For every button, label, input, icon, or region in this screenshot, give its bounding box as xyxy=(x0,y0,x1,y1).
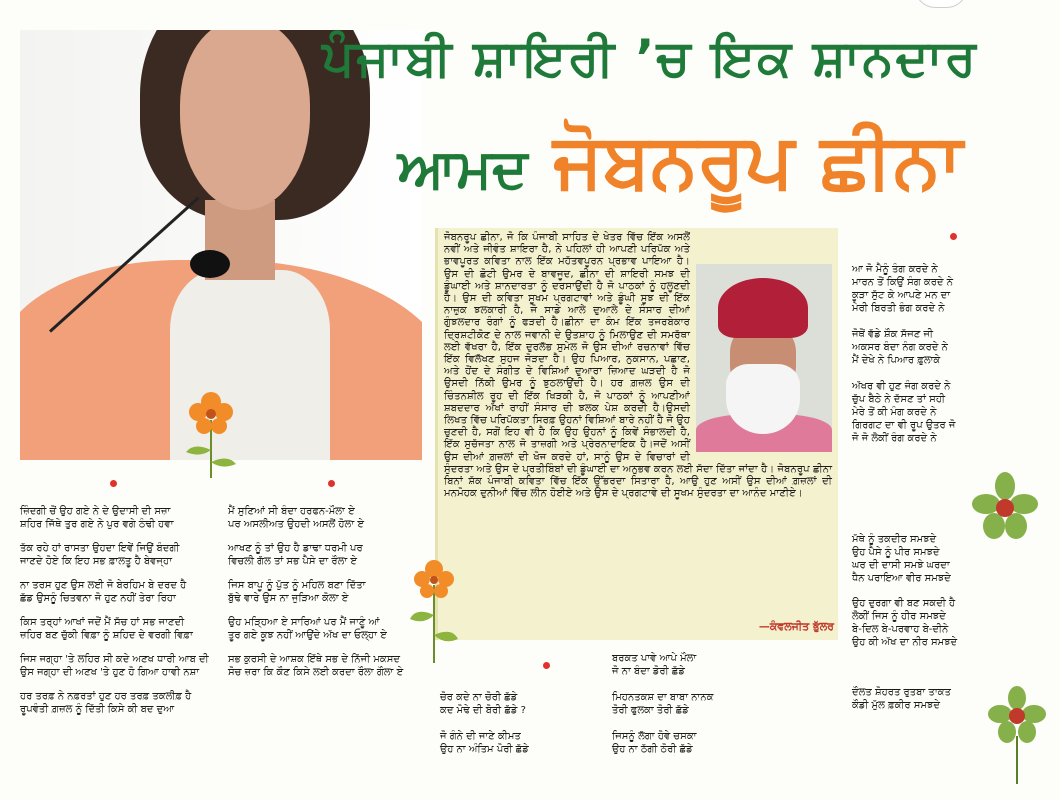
poem-stanza xyxy=(440,730,529,756)
poem-line: ਅੱਖਰ ਵੀ ਹੁਣ ਜੰਗ ਕਰਦੇ ਨੇ xyxy=(852,381,951,392)
poem-line: ਸ਼ਹਿਰ ਜਿੱਥੇ ਤੁਰ ਗਏ ਨੇ ਪੁਰ ਵਗੇ ਠੰਢੀ ਹਵਾ xyxy=(20,519,174,530)
poem-line: ਲੋਕੀਂ ਜਿਸ ਨੂੰ ਹੀਰ ਸਮਝਦੇ xyxy=(852,611,946,622)
poem-stanza xyxy=(852,533,957,585)
poem-line: ਕੌਡੀ ਮੁੱਲ ਫ਼ਕੀਰ ਸਮਝਦੇ xyxy=(852,700,940,711)
poem-line: ਜਿਸਨੂੰ ਲੱਗਾ ਹੋਵੇ ਚਸਕਾ xyxy=(612,731,697,742)
poem-line: ਛੱਡ ਉਸਨੂੰ ਚਿਤਵਨਾ ਜੋ ਹੁਣ ਨਹੀਂ ਤੇਰਾ ਰਿਹਾ xyxy=(20,593,176,604)
ornament-dot xyxy=(543,662,550,669)
poem-line: ਰੂਪਵੰਤੀ ਗ਼ਜ਼ਲ ਨੂੰ ਦਿੱਤੀ ਕਿਸੇ ਕੀ ਬਦ ਦੁਆ xyxy=(20,704,175,715)
poem-line: ਜੋ ਜੋ ਲੋਕੀਂ ਰੰਗ ਕਰਦੇ ਨੇ xyxy=(852,433,937,444)
poem-line: ਦੌਲਤ ਸ਼ੋਹਰਤ ਰੁਤਬਾ ਤਾਕਤ xyxy=(852,687,951,698)
poem-line: ਵਿਚਲੀ ਗੱਲ ਤਾਂ ਸਭ ਪੈਸੇ ਦਾ ਰੌਲਾ ਏ xyxy=(228,556,358,567)
poem-stanza xyxy=(20,542,209,568)
poem-stanza xyxy=(20,653,209,679)
poem-line: ਉਹ ਦੁਰਗਾ ਵੀ ਬਣ ਸਕਦੀ ਹੈ xyxy=(852,598,956,609)
poem-line: ਉਹ ਪੈਸੇ ਨੂੰ ਪੀਰ ਸਮਝਦੇ xyxy=(852,547,940,558)
poem-line: ਚੁੱਪ ਬੈਠੇ ਨੇ ਦੱਸਣ ਤਾਂ ਸਹੀ xyxy=(852,394,945,405)
poem-ghazal-5 xyxy=(852,263,955,458)
poem-ghazal-7 xyxy=(852,686,951,723)
poem-line: ਜਿਸ ਜਗ੍ਹਾ 'ਤੇ ਲਹਿਰ ਸੀ ਕਦੇ ਅਣਖ ਧਾਰੀ ਆਬ ਦੀ xyxy=(20,654,209,665)
author-photo xyxy=(696,264,832,452)
poem-line: ਮੇਰੇ ਤੋਂ ਕੀ ਮੰਗ ਕਰਦੇ ਨੇ xyxy=(852,407,937,418)
poem-line: ਉਹ ਮੜ੍ਹਿਆ ਏ ਸਾਰਿਆਂ ਪਰ ਮੈਂ ਜਾਣੂੰ ਆਂ xyxy=(228,617,380,628)
poem-line: ਤੂਰ ਗਏ ਕੂਝ ਨਹੀਂ ਆਉਂਦੇ ਅੱਖ ਦਾ ਓਲ੍ਹਾ ਏ xyxy=(228,630,387,641)
flower-green-icon xyxy=(966,470,1044,550)
poem-line: ਕਿਸ ਤਰ੍ਹਾਂ ਆਖਾਂ ਜਦੋਂ ਮੈਂ ਸੱਚ ਹਾਂ ਸਭ ਜਾਣਦੀ xyxy=(20,617,185,628)
poem-line: ਬੇ-ਦਿਲ ਬੇ-ਪਰਵਾਹ ਬੇ-ਦੀਨੇ xyxy=(852,624,949,635)
poem-line: ਮੇਰੀ ਬਿਰਤੀ ਭੰਗ ਕਰਦੇ ਨੇ xyxy=(852,303,945,314)
poem-ghazal-2 xyxy=(228,505,403,690)
article-box xyxy=(435,228,838,640)
poem-line: ਕੂੜਾ ਸੁੱਟ ਕੇ ਆਪਣੇ ਮਨ ਦਾ xyxy=(852,290,951,301)
poem-line: ਆ ਜੋ ਮੈਨੂੰ ਤੰਗ ਕਰਦੇ ਨੇ xyxy=(852,264,938,275)
poem-line: ਜਿਸ ਬਾਪੂ ਨੂੰ ਪੁੱਤ ਨੂੰ ਮਹਿਲ ਬਣਾ ਦਿੱਤਾ xyxy=(228,580,366,591)
poem-stanza xyxy=(20,505,209,531)
byline: —ਕੰਵਲਜੀਤ ਭੁੱਲਰ xyxy=(758,620,834,633)
poem-stanza xyxy=(228,653,403,679)
poem-line: ਧੈਨ ਪਰਾਇਆ ਵੀਰ ਸਮਝਦੇ xyxy=(852,573,951,584)
poem-line: ਜੋ ਗੰਨੇ ਦੀ ਜਾਣੇ ਕੀਮਤ xyxy=(440,731,521,742)
poem-line: ਬਰਕਤ ਪਾਵੇ ਆਪੇ ਮੌਲਾ xyxy=(612,653,697,664)
ornament-dot xyxy=(328,480,335,487)
poem-stanza xyxy=(228,542,403,568)
poem-stanza xyxy=(852,263,955,315)
headline xyxy=(300,26,1060,205)
poem-line: ਪਰ ਅਸਲੀਅਤ ਉਹਦੀ ਅਸਲੋਂ ਹੋਲਾ ਏ xyxy=(228,519,365,530)
flower-green-icon xyxy=(984,686,1050,786)
poem-stanza xyxy=(612,691,713,717)
poem-stanza xyxy=(852,686,951,712)
poem-stanza xyxy=(852,380,955,445)
poem-line: ਕਦ ਮੋਢੇ ਦੀ ਬੋਰੀ ਛੱਡੇ ? xyxy=(440,705,526,716)
poem-line: ਸੋਚ ਜ਼ਰਾ ਕਿ ਕੌਣ ਕਿਸੇ ਲਈ ਕਰਦਾ ਰੌਲਾ ਗੌਲਾ ਏ xyxy=(228,667,404,678)
poem-line: ਨਾ ਤਰਸ ਹੁਣ ਉਸ ਲਈ ਜੋ ਬੇਰਹਿਮ ਬੇ ਦਰਦ ਹੈ xyxy=(20,580,187,591)
poem-line: ਮਾਰਨ ਤੋਂ ਕਿਉਂ ਸੰਗ ਕਰਦੇ ਨੇ xyxy=(852,277,953,288)
poem-line: ਮੱਥੇ ਨੂੰ ਤਕਦੀਰ ਸਮਝਦੇ xyxy=(852,534,937,545)
poem-line: ਤੋਰੀ ਫੁਲਕਾ ਤੋਰੀ ਛੱਡੇ xyxy=(612,705,689,716)
poem-line: ਮੈਂ ਦੇਖੇ ਨੇ ਪਿਆਰ ਫ਼ੁਲਾਕੇ xyxy=(852,355,941,366)
poem-line: ਉਸ ਜਗ੍ਹਾ ਦੀ ਅਣਖ 'ਤੇ ਹੁਣ ਹੋ ਗਿਆ ਹਾਵੀ ਨਸ਼ਾ xyxy=(20,667,200,678)
poem-line: ਜਾਣਦੇ ਹੋਏ ਕਿ ਇਹ ਸਭ ਫ਼ਾਲਤੂ ਹੈ ਬੇਵਜ੍ਹਾ xyxy=(20,556,172,567)
poem-line: ਜੋਥੋਂ ਵੱਡੇ ਸ਼ੌਕ ਸੱਜਣ ਜੀ xyxy=(852,329,934,340)
poem-stanza xyxy=(20,690,209,716)
poem-ghazal-4 xyxy=(612,652,713,769)
article-body: ਜੋਬਨਰੂਪ ਛੀਨਾ, ਜੋ ਕਿ ਪੰਜਾਬੀ ਸਾਹਿਤ ਦੇ ਖੇਤਰ ਵਿੱਚ ਇੱਕ ਅਸਲੋਂ ਨਵੀਂ ਅਤੇ ਜੀਵੰਤ ਸ਼ਾਇਰਾ ਹੈ, ਨੇ ਪਹਿਲਾਂ ਹੀ ਆਪਣੀ ਪਰਿਪੱਕ ਅਤੇ ਭਾਵਪੂਰਤ ਕਵਿਤਾ ਨਾਲ ਇੱਕ ਮਹੱਤਵਪੂਰਨ ਪ੍ਰਭਾਵ ਪਾਇਆ ਹੈ। ਉਸ ਦੀ ਛੋਟੀ ਉਮਰ ਦੇ ਬਾਵਜੂਦ, ਛੀਨਾ ਦੀ ਸ਼ਾਇਰੀ ਸਮਝ ਦੀ ਡੂੰਘਾਈ ਅਤੇ ਸ਼ਾਨਦਾਰਤਾ ਨੂੰ ਦਰਸਾਉਂਦੀ ਹੈ ਜੋ ਪਾਠਕਾਂ ਨੂੰ ਹਲੂਣਦੀ ਹੈ। ਉਸ ਦੀ ਕਵਿਤਾ ਸੂਖਮ ਪ੍ਰਗਟਾਵਾਂ ਅਤੇ ਡੂੰਘੀ ਸੂਝ ਦੀ ਇੱਕ ਨਾਜ਼ੁਕ ਝਲਕਾਰੀ ਹੈ, ਜੋ ਸਾਡੇ ਆਲੇ ਦੁਆਲੇ ਦੇ ਸੰਸਾਰ ਦੀਆਂ ਗੁੰਝਲਦਾਰ ਰੰਗਾਂ ਨੂੰ ਫੜਦੀ ਹੈ।ਛੀਨਾ ਦਾ ਕੰਮ ਇੱਕ ਤਜਰਬੇਕਾਰ ਦ੍ਰਿਸ਼ਟੀਕੋਣ ਦੇ ਨਾਲ ਜਵਾਨੀ ਦੇ ਉਤਸ਼ਾਹ ਨੂੰ ਮਿਲਾਉਣ ਦੀ ਸਮਰੱਥਾ ਲਈ ਵੱਖਰਾ ਹੈ, ਇੱਕ ਦੁਰਲੱਭ ਸੁਮੇਲ ਜੋ ਉਸ ਦੀਆਂ ਰਚਨਾਵਾਂ ਵਿੱਚ ਇੱਕ ਵਿਲੱਖਣ ਸੁਹਜ ਜੋੜਦਾ ਹੈ। ਉਹ ਪਿਆਰ, ਨੁਕਸਾਨ, ਪਛਾਣ, ਅਤੇ ਹੋਂਦ ਦੇ ਸੰਗੀਤ ਦੇ ਵਿਸ਼ਿਆਂ ਦੁਆਰਾ ਜ਼ਿਆਦ ਘੜਦੀ ਹੈ ਜੋ ਉਸਦੀ ਨਿੱਕੀ ਉਮਰ ਨੂੰ ਝੁਠਲਾਉਂਦੀ ਹੈ। ਹਰ ਗ਼ਜ਼ਲ ਉਸ ਦੀ ਚਿੰਤਨਸ਼ੀਲ ਰੂਹ ਦੀ ਇੱਕ ਖਿੜਕੀ ਹੈ, ਜੋ ਪਾਠਕਾਂ ਨੂੰ ਆਪਣੀਆਂ ਸ਼ਬਦਦਾਰ ਅੱਖਾਂ ਰਾਹੀਂ ਸੰਸਾਰ ਦੀ ਝਲਕ ਪੇਸ਼ ਕਰਦੀ ਹੈ।ਉਸਦੀ ਲਿਖਤ ਵਿੱਚ ਪਰਿਪੱਕਤਾ ਸਿਰਫ਼ ਉਹਨਾਂ ਵਿਸ਼ਿਆਂ ਬਾਰੇ ਨਹੀਂ ਹੈ ਜੋ ਉਹ ਚੁਣਦੀ ਹੈ, ਸਗੋਂ ਇਹ ਵੀ ਹੈ ਕਿ ਉਹ ਉਹਨਾਂ ਨੂੰ ਕਿਵੇਂ ਸੰਭਾਲਦੀ ਹੈ, ਇੱਕ ਸੁਚੱਜਤਾ ਨਾਲ ਜੋ ਤਾਜ਼ਗੀ ਅਤੇ ਪ੍ਰੇਰਨਾਦਾਇਕ ਹੈ।ਜਦੋਂ ਅਸੀਂ ਉਸ ਦੀਆਂ ਗ਼ਜ਼ਲਾਂ ਦੀ ਖੋਜ ਕਰਦੇ ਹਾਂ, ਸਾਨੂੰ ਉਸ ਦੇ ਵਿਚਾਰਾਂ ਦੀ ਸੁੰਦਰਤਾ ਅਤੇ ਉਸ ਦੇ ਪ੍ਰਤੀਬਿੰਬਾਂ ਦੀ ਡੂੰਘਾਈ ਦਾ ਅਨੁਭਵ ਕਰਨ ਲਈ ਸੱਦਾ ਦਿੱਤਾ ਜਾਂਦਾ ਹੈ। ਜੋਬਨਰੂਪ ਛੀਨਾ ਬਿਨਾਂ ਸ਼ੱਕ ਪੰਜਾਬੀ ਕਵਿਤਾ ਵਿੱਚ ਇੱਕ ਉੱਭਰਦਾ ਸਿਤਾਰਾ ਹੈ, ਆਉ ਹੁਣ ਅਸੀਂ ਉਸ ਦੀਆਂ ਗ਼ਜ਼ਲਾਂ ਦੀ ਮਨਮੋਹਕ ਦੁਨੀਆਂ ਵਿੱਚ ਲੀਨ ਹੋਈਏ ਅਤੇ ਉਸ ਦੇ ਪ੍ਰਗਟਾਵੇ ਦੀ ਸੂਖਮ ਸੁੰਦਰਤਾ ਦਾ ਆਨੰਦ ਮਾਣੀਏ। xyxy=(444,232,832,500)
poem-stanza xyxy=(612,652,713,678)
poem-line: ਘਰ ਦੀ ਦਾਸੀ ਸਮਝੇ ਘਰਦਾ xyxy=(852,560,950,571)
poem-stanza xyxy=(20,579,209,605)
poem-stanza xyxy=(852,597,957,649)
flower-orange-icon xyxy=(176,380,246,480)
poem-line: ਮੈਂ ਸੁਣਿਆਂ ਸੀ ਬੰਦਾ ਹਰਫਨ-ਮੌਲਾ ਏ xyxy=(228,506,355,517)
headline-line1: ਪੰਜਾਬੀ ਸ਼ਾਇਰੀ ’ਚ ਇਕ ਸ਼ਾਨਦਾਰ xyxy=(322,29,978,87)
poem-stanza xyxy=(20,616,209,642)
poem-line: ਤੱਕ ਰਹੇ ਹਾਂ ਰਾਸਤਾ ਉਹਦਾ ਇਵੇਂ ਜਿਉਂ ਬੰਦਗੀ xyxy=(20,543,180,554)
poem-line: ਜੋ ਨਾ ਬੰਦਾ ਡੋਰੀ ਛੱਡੇ xyxy=(612,666,685,677)
headline-line2 xyxy=(330,116,1030,207)
poem-line: ਮਿਹਨਤਕਸ਼ ਦਾ ਬਾਬਾ ਨਾਨਕ xyxy=(612,692,714,703)
poem-stanza xyxy=(440,691,529,717)
poem-ghazal-6 xyxy=(852,533,957,661)
poem-stanza xyxy=(228,505,403,531)
poem-stanza xyxy=(612,730,713,756)
poem-line: ਗਿਰਗਟ ਦਾ ਵੀ ਰੂਪ ਉਤਰ ਜੋ xyxy=(852,420,956,431)
poem-line: ਬੁੱਢੇ ਵਾਰੇ ਉਸ ਨਾ ਜੁੜਿਆ ਕੋਲਾ ਏ xyxy=(228,593,349,604)
poem-stanza xyxy=(228,579,403,605)
headline-green: ਆਮਦ xyxy=(397,137,528,200)
ornament-dot xyxy=(950,233,957,240)
top-decoration xyxy=(915,0,967,8)
poem-line: ਉਹ ਕੀ ਅੱਖ ਦਾ ਨੀਰ ਸਮਝਦੇ xyxy=(852,637,958,648)
poem-line: ਉਹ ਨਾ ਠੱਗੀ ਠੋਰੀ ਛੱਡੇ xyxy=(612,744,693,755)
poem-line: ਅਕਸਰ ਬੰਦਾ ਨੰਗ ਕਰਦੇ ਨੇ xyxy=(852,342,948,353)
poem-line: ਹਰ ਤਰਫ਼ ਨੇ ਨਫ਼ਰਤਾਂ ਹੁਣ ਹਰ ਤਰਫ਼ ਤਕਲੀਫ਼ ਹੈ xyxy=(20,691,192,702)
headline-orange-name: ਜੋਬਨਰੂਪ ਛੀਨਾ xyxy=(553,116,963,205)
poem-stanza xyxy=(228,616,403,642)
poem-line: ਜ਼ਿੰਦਗੀ ਚੋਂ ਉਹ ਗਏ ਨੇ ਦੇ ਉਦਾਸੀ ਦੀ ਸਜ਼ਾ xyxy=(20,506,171,517)
poem-line: ਸਭ ਕੁਰਸੀ ਦੇ ਆਸ਼ਕ ਇੱਥੇ ਸਭ ਦੇ ਨਿੱਜੀ ਮਕਸਦ xyxy=(228,654,401,665)
poem-line: ਜ਼ਹਿਰ ਬਣ ਚੁੱਕੀ ਵਿਫ਼ਾ ਨੂੰ ਸ਼ਹਿਦ ਦੇ ਵਰਗੀ ਵਿਫ਼ਾ xyxy=(20,630,193,641)
poem-ghazal-1 xyxy=(20,505,209,727)
ornament-dot xyxy=(110,480,117,487)
flower-orange-icon xyxy=(406,555,462,665)
poem-line: ਆਖਣ ਨੂੰ ਤਾਂ ਉਹ ਹੈ ਡਾਢਾ ਧਰਮੀ ਪਰ xyxy=(228,543,363,554)
poem-ghazal-3 xyxy=(440,691,529,769)
poem-line: ਚੋਰ ਕਦੇ ਨਾ ਚੋਰੀ ਛੱਡੇ xyxy=(440,692,518,703)
poem-stanza xyxy=(852,328,955,367)
poem-line: ਉਹ ਨਾ ਅੰਤਿਮ ਪੋਰੀ ਛੱਡੇ xyxy=(440,744,529,755)
